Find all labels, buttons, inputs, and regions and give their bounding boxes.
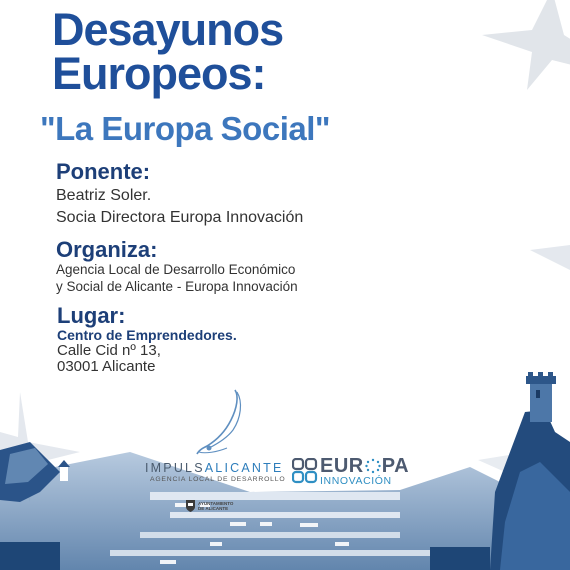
ayuntamiento-line1: AYUNTAMIENTO [198, 501, 234, 506]
organiza-label: Organiza: [56, 237, 158, 262]
europa-word-part2: PA [381, 455, 410, 477]
harbor-photo [0, 372, 570, 570]
organiza-line1: Agencia Local de Desarrollo Económico [56, 262, 296, 277]
event-title [52, 4, 284, 99]
lugar-venue: Centro de Emprendedores. [57, 327, 237, 343]
lugar-address-line2: 03001 Alicante [57, 358, 156, 375]
event-title-line2: Europeos: [52, 48, 266, 99]
lugar-label: Lugar: [57, 303, 126, 328]
europa-subtitle: INNOVACIÓN [320, 475, 392, 487]
europa-logo-icon [292, 458, 318, 484]
star-decoration-top-right [472, 0, 570, 110]
alicante-word: ALICANTE [204, 461, 284, 475]
europa-word-part1: EUR [320, 455, 364, 477]
ayuntamiento-line2: DE ALICANTE [198, 506, 229, 511]
impulsalicante-subtitle: AGENCIA LOCAL DE DESARROLLO [150, 476, 286, 483]
event-title-line1: Desayunos [52, 4, 284, 55]
eu-stars-o-icon [364, 458, 382, 474]
impulsalicante-logo-text [145, 461, 283, 475]
swimmer-icon [195, 388, 253, 458]
star-decoration-right [530, 245, 570, 275]
ponente-name: Beatriz Soler. [56, 187, 152, 204]
impuls-word: IMPULS [145, 461, 205, 475]
city-shield-icon [186, 500, 195, 512]
ponente-label: Ponente: [56, 159, 151, 184]
ponente-role: Socia Directora Europa Innovación [56, 209, 304, 226]
lugar-address-line1: Calle Cid nº 13, [57, 342, 161, 359]
ayuntamiento-text [198, 501, 238, 511]
organiza-line2: y Social de Alicante - Europa Innovación [56, 279, 298, 294]
event-subtitle: "La Europa Social" [40, 110, 331, 147]
